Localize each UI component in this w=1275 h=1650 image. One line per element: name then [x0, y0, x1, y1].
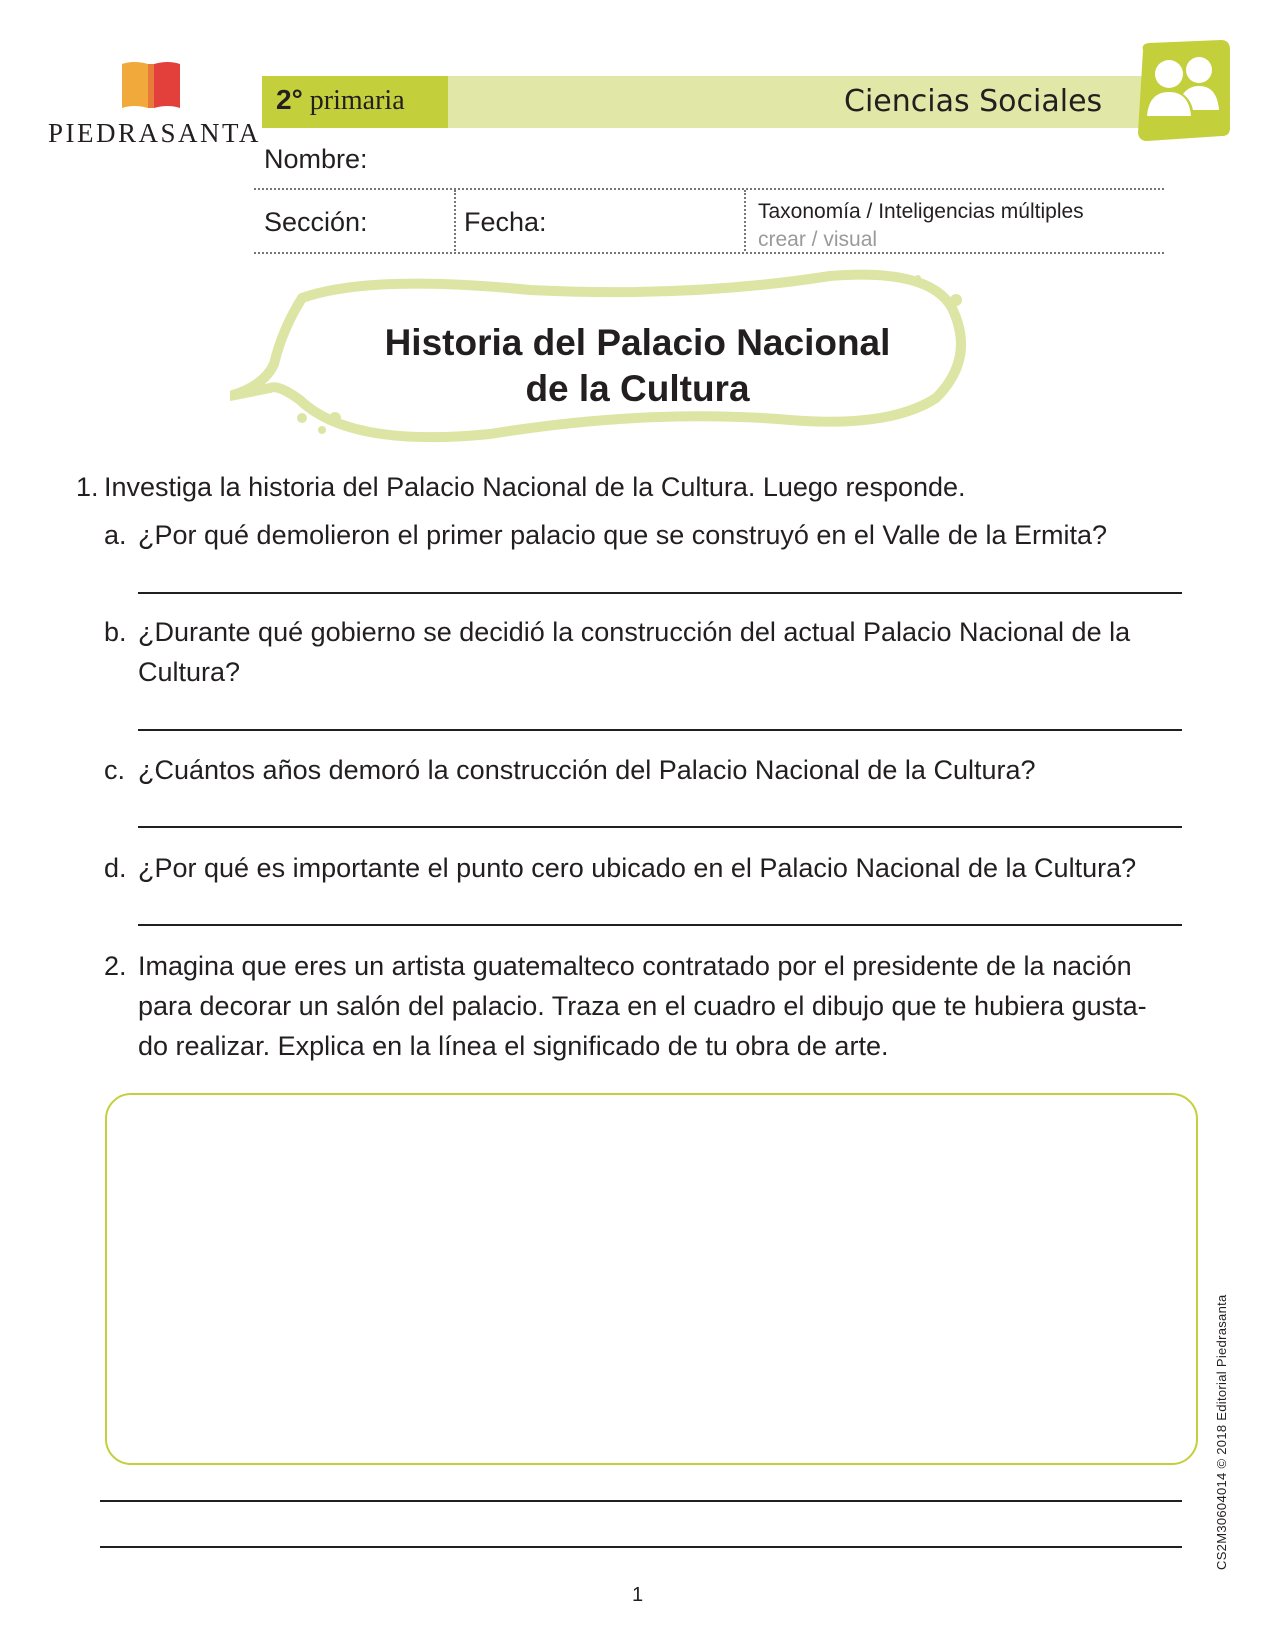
- taxonomy-title: Taxonomía / Inteligencias múltiples: [758, 200, 1084, 223]
- people-icon: [1133, 40, 1233, 144]
- book-logo-icon: [120, 60, 182, 112]
- drawing-box[interactable]: [105, 1093, 1198, 1465]
- question-2-number: 2.: [104, 951, 127, 981]
- explanation-line-2[interactable]: [100, 1546, 1182, 1548]
- answer-line-b[interactable]: [138, 729, 1182, 731]
- item-b-text-line-1: ¿Durante qué gobierno se decidió la construcción del actual Palacio Nacional de la: [138, 617, 1131, 647]
- date-label: Fecha:: [464, 207, 547, 237]
- form-divider-bottom: [254, 252, 1164, 254]
- explanation-line-1[interactable]: [100, 1500, 1182, 1502]
- answer-line-a[interactable]: [138, 592, 1182, 594]
- item-c-text: ¿Cuántos años demoró la construcción del Palacio Nacional de la Cultura?: [138, 755, 1036, 785]
- publisher-logo: [48, 60, 261, 150]
- taxonomy-value: crear / visual: [758, 228, 878, 251]
- item-a-text: ¿Por qué demolieron el primer palacio que se construyó en el Valle de la Ermita?: [138, 520, 1108, 550]
- answer-line-d[interactable]: [138, 924, 1182, 926]
- form-separator-2: [744, 190, 746, 251]
- copyright-notice: CS2M30604014 © 2018 Editorial Piedrasanta: [1214, 1294, 1229, 1570]
- item-d-letter: d.: [104, 853, 127, 883]
- section-label: Sección:: [264, 207, 368, 237]
- grade-label: [276, 84, 405, 117]
- name-label: Nombre:: [264, 144, 368, 174]
- item-b-text-line-2: Cultura?: [138, 657, 241, 687]
- question-2-text-line-1: Imagina que eres un artista guatemalteco contratado por el presidente de la nación: [138, 951, 1132, 981]
- question-2-text-line-3: do realizar. Explica en la línea el significado de tu obra de arte.: [138, 1031, 889, 1061]
- grade-number: 2°: [276, 84, 303, 115]
- worksheet-title-line-2: de la Cultura: [525, 368, 750, 409]
- subject-label: Ciencias Sociales: [844, 84, 1103, 119]
- form-separator-1: [454, 190, 456, 251]
- question-1-number: 1.: [76, 472, 99, 502]
- page-number: 1: [631, 1584, 644, 1606]
- form-divider-top: [254, 188, 1164, 190]
- grade-word: primaria: [309, 85, 405, 116]
- worksheet-title-line-1: Historia del Palacio Nacional: [384, 322, 891, 363]
- item-a-letter: a.: [104, 520, 127, 550]
- item-d-text: ¿Por qué es importante el punto cero ubicado en el Palacio Nacional de la Cultura?: [138, 853, 1137, 883]
- brand-name: PIEDRASANTA: [48, 118, 261, 148]
- answer-line-c[interactable]: [138, 826, 1182, 828]
- question-2-text-line-2: para decorar un salón del palacio. Traza en el cuadro el dibujo que te hubiera gusta-: [138, 991, 1147, 1021]
- item-b-letter: b.: [104, 617, 127, 647]
- item-c-letter: c.: [104, 755, 126, 785]
- question-1-text: Investiga la historia del Palacio Nacional de la Cultura. Luego responde.: [104, 472, 966, 502]
